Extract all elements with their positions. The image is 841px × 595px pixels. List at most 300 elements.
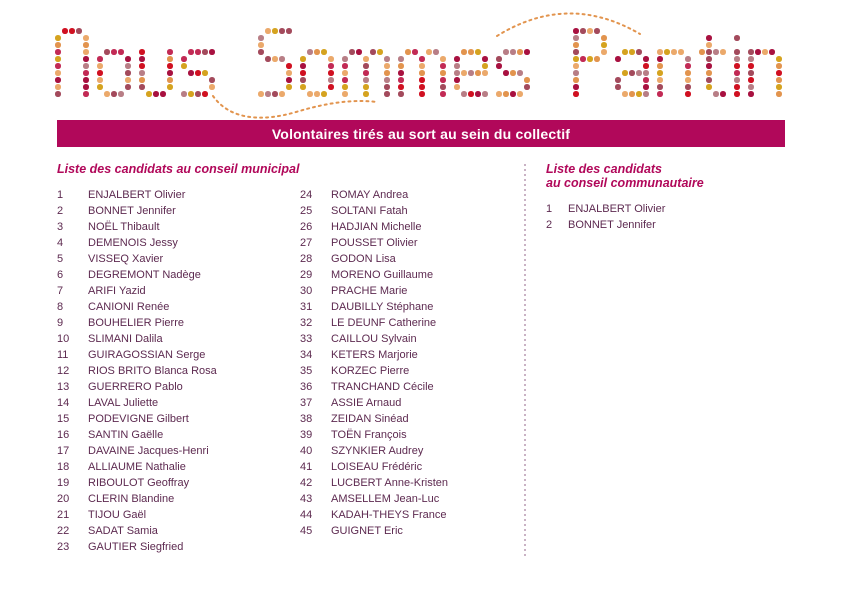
- logo-dot: [734, 35, 740, 41]
- logo-dot: [454, 84, 460, 90]
- logo-dot: [734, 91, 740, 97]
- logo-dot: [461, 91, 467, 97]
- logo-dot: [748, 84, 754, 90]
- logo-dot: [300, 70, 306, 76]
- logo-dot: [342, 84, 348, 90]
- list-item: [300, 363, 448, 379]
- logo-dot: [370, 49, 376, 55]
- logo-dot: [776, 70, 782, 76]
- candidate-number: 39: [300, 429, 313, 441]
- candidate-name: GUIGNET Eric: [331, 525, 403, 537]
- logo-dot: [286, 63, 292, 69]
- logo-dot: [167, 63, 173, 69]
- logo-dot: [748, 56, 754, 62]
- list-item: [57, 267, 217, 283]
- candidate-name: POUSSET Olivier: [331, 237, 418, 249]
- logo-dot: [55, 63, 61, 69]
- municipal-list-column-1: [57, 187, 217, 555]
- logo-dot: [160, 91, 166, 97]
- nous-sommes-pantin-logo: [55, 28, 795, 100]
- logo-dot: [125, 63, 131, 69]
- logo-dot: [300, 63, 306, 69]
- logo-dot: [398, 56, 404, 62]
- logo-dot: [776, 56, 782, 62]
- logo-dot: [615, 84, 621, 90]
- candidate-name: PRACHE Marie: [331, 285, 408, 297]
- logo-dot: [685, 70, 691, 76]
- logo-dot: [419, 91, 425, 97]
- logo-dot: [657, 56, 663, 62]
- logo-dot: [83, 70, 89, 76]
- candidate-name: GUERRERO Pablo: [88, 381, 183, 393]
- logo-dot: [342, 56, 348, 62]
- list-item: [57, 235, 217, 251]
- logo-dot: [328, 63, 334, 69]
- logo-dot: [419, 63, 425, 69]
- logo-dot: [776, 91, 782, 97]
- logo-dot: [286, 84, 292, 90]
- logo-dot: [146, 91, 152, 97]
- logo-dot: [62, 28, 68, 34]
- candidate-number: 31: [300, 301, 313, 313]
- list-item: [300, 331, 448, 347]
- logo-dot: [377, 49, 383, 55]
- logo-dot: [573, 91, 579, 97]
- logo-dot: [468, 91, 474, 97]
- candidate-number: 28: [300, 253, 313, 265]
- logo-dot: [685, 84, 691, 90]
- logo-dot: [384, 70, 390, 76]
- candidate-name: LOISEAU Frédéric: [331, 461, 423, 473]
- list-item: [57, 475, 217, 491]
- logo-dot: [636, 49, 642, 55]
- candidate-number: 22: [57, 525, 70, 537]
- logo-dot: [384, 77, 390, 83]
- logo-dot: [419, 84, 425, 90]
- logo-dot: [342, 63, 348, 69]
- logo-dot: [748, 91, 754, 97]
- candidate-name: GAUTIER Siegfried: [88, 541, 184, 553]
- candidate-number: 24: [300, 189, 313, 201]
- candidate-name: DEGREMONT Nadège: [88, 269, 201, 281]
- logo-dot: [601, 42, 607, 48]
- logo-dot: [398, 84, 404, 90]
- logo-dot: [657, 70, 663, 76]
- logo-dot: [496, 56, 502, 62]
- logo-dot: [97, 77, 103, 83]
- list-item: [300, 283, 448, 299]
- candidate-name: SOLTANI Fatah: [331, 205, 408, 217]
- logo-dot: [125, 70, 131, 76]
- logo-dot: [657, 49, 663, 55]
- logo-dot: [188, 70, 194, 76]
- logo-dot: [524, 84, 530, 90]
- list-item: [57, 219, 217, 235]
- logo-dot: [209, 49, 215, 55]
- candidate-number: 20: [57, 493, 70, 505]
- list-item: [546, 217, 665, 233]
- logo-dot: [181, 56, 187, 62]
- list-item: [300, 459, 448, 475]
- logo-dot: [517, 91, 523, 97]
- logo-dot: [405, 49, 411, 55]
- list-item: [300, 411, 448, 427]
- logo-dot: [97, 63, 103, 69]
- candidate-number: 8: [57, 301, 64, 313]
- logo-dot: [482, 70, 488, 76]
- logo-dot: [706, 35, 712, 41]
- logo-dot: [615, 56, 621, 62]
- list-item: [300, 251, 448, 267]
- logo-dot: [573, 49, 579, 55]
- list-item: [300, 267, 448, 283]
- candidate-number: 4: [57, 237, 64, 249]
- candidate-number: 45: [300, 525, 313, 537]
- list-item: [300, 507, 448, 523]
- candidate-name: TOËN François: [331, 429, 407, 441]
- candidate-number: 2: [546, 219, 553, 231]
- logo-dot: [272, 28, 278, 34]
- logo-dot: [118, 49, 124, 55]
- candidate-number: 43: [300, 493, 313, 505]
- logo-dot: [734, 63, 740, 69]
- communautaire-list: [546, 201, 665, 233]
- logo-dot: [398, 63, 404, 69]
- logo-dot: [111, 91, 117, 97]
- logo-dot: [734, 84, 740, 90]
- logo-dot: [419, 70, 425, 76]
- list-item: [57, 459, 217, 475]
- logo-dot: [615, 77, 621, 83]
- logo-dot: [643, 77, 649, 83]
- logo-dot: [503, 91, 509, 97]
- logo-dot: [307, 91, 313, 97]
- logo-dot: [622, 91, 628, 97]
- candidate-name: AMSELLEM Jean-Luc: [331, 493, 440, 505]
- logo-dot: [706, 77, 712, 83]
- logo-dot: [461, 70, 467, 76]
- candidate-name: LUCBERT Anne-Kristen: [331, 477, 448, 489]
- logo-dot: [419, 56, 425, 62]
- logo-dot: [188, 91, 194, 97]
- list-item: [57, 347, 217, 363]
- candidate-number: 6: [57, 269, 64, 281]
- list-item: [57, 491, 217, 507]
- candidate-name: GUIRAGOSSIAN Serge: [88, 349, 206, 361]
- banner: [57, 120, 785, 147]
- list-item: [300, 443, 448, 459]
- candidate-name: BONNET Jennifer: [88, 205, 176, 217]
- list-item: [57, 315, 217, 331]
- logo-dot: [664, 49, 670, 55]
- logo-dot: [468, 49, 474, 55]
- logo-dot: [167, 49, 173, 55]
- logo-dot: [181, 91, 187, 97]
- logo-dot: [83, 91, 89, 97]
- logo-dot: [167, 70, 173, 76]
- logo-dot: [398, 91, 404, 97]
- logo-dot: [342, 70, 348, 76]
- candidate-name: ZEIDAN Sinéad: [331, 413, 409, 425]
- candidate-name: PODEVIGNE Gilbert: [88, 413, 189, 425]
- logo-dot: [139, 56, 145, 62]
- candidate-number: 34: [300, 349, 313, 361]
- candidate-number: 2: [57, 205, 64, 217]
- list-item: [57, 523, 217, 539]
- candidate-name: BOUHELIER Pierre: [88, 317, 184, 329]
- logo-dot: [748, 77, 754, 83]
- logo-dot: [258, 91, 264, 97]
- logo-dot: [321, 49, 327, 55]
- candidate-name: DAUBILLY Stéphane: [331, 301, 434, 313]
- logo-dot: [279, 56, 285, 62]
- logo-dot: [629, 49, 635, 55]
- list-item: [57, 443, 217, 459]
- logo-dot: [601, 49, 607, 55]
- logo-dot: [349, 49, 355, 55]
- candidate-number: 15: [57, 413, 70, 425]
- logo-dot: [510, 70, 516, 76]
- logo-dot: [524, 49, 530, 55]
- logo-dot: [97, 84, 103, 90]
- logo-dot: [363, 63, 369, 69]
- logo-dot: [265, 28, 271, 34]
- logo-dot: [279, 91, 285, 97]
- candidate-name: ENJALBERT Olivier: [88, 189, 186, 201]
- logo-dot: [587, 56, 593, 62]
- logo-dot: [524, 77, 530, 83]
- municipal-list-heading: Liste des candidats au conseil municipal: [57, 162, 300, 176]
- candidate-number: 1: [546, 203, 553, 215]
- logo-dot: [419, 77, 425, 83]
- logo-dot: [55, 70, 61, 76]
- logo-dot: [685, 77, 691, 83]
- logo-dot: [706, 70, 712, 76]
- communautaire-heading-line2: au conseil communautaire: [546, 176, 704, 190]
- candidate-number: 29: [300, 269, 313, 281]
- candidate-number: 33: [300, 333, 313, 345]
- logo-dot: [748, 63, 754, 69]
- list-item: [57, 411, 217, 427]
- logo-dot: [699, 49, 705, 55]
- list-item: [300, 315, 448, 331]
- logo-dot: [363, 77, 369, 83]
- candidate-number: 13: [57, 381, 70, 393]
- list-item: [300, 395, 448, 411]
- logo-dot: [384, 84, 390, 90]
- logo-dot: [580, 28, 586, 34]
- logo-dot: [510, 91, 516, 97]
- logo-dot: [573, 77, 579, 83]
- list-item: [57, 363, 217, 379]
- candidate-name: CLERIN Blandine: [88, 493, 175, 505]
- logo-dot: [475, 49, 481, 55]
- logo-dot: [454, 77, 460, 83]
- logo-dot: [328, 70, 334, 76]
- logo-dot: [440, 63, 446, 69]
- candidate-number: 41: [300, 461, 313, 473]
- candidate-number: 38: [300, 413, 313, 425]
- candidate-number: 12: [57, 365, 70, 377]
- logo-dot: [195, 91, 201, 97]
- candidate-name: BONNET Jennifer: [568, 219, 656, 231]
- logo-dot: [734, 49, 740, 55]
- logo-dot: [125, 56, 131, 62]
- logo-dot: [748, 70, 754, 76]
- logo-dot: [139, 77, 145, 83]
- logo-dot: [55, 91, 61, 97]
- candidate-name: LAVAL Juliette: [88, 397, 159, 409]
- logo-dot: [69, 28, 75, 34]
- list-item: [300, 523, 448, 539]
- logo-dot: [629, 91, 635, 97]
- candidate-number: 14: [57, 397, 70, 409]
- logo-dot: [202, 91, 208, 97]
- list-item: [57, 427, 217, 443]
- logo-dot: [307, 49, 313, 55]
- candidate-name: SLIMANI Dalila: [88, 333, 163, 345]
- candidate-number: 9: [57, 317, 64, 329]
- list-item: [300, 299, 448, 315]
- logo-dot: [748, 49, 754, 55]
- logo-dot: [594, 56, 600, 62]
- logo-dot: [706, 49, 712, 55]
- logo-dot: [55, 35, 61, 41]
- candidate-name: KORZEC Pierre: [331, 365, 410, 377]
- logo-dot: [258, 49, 264, 55]
- candidate-number: 17: [57, 445, 70, 457]
- logo-dot: [104, 49, 110, 55]
- list-item: [57, 251, 217, 267]
- candidate-number: 32: [300, 317, 313, 329]
- candidate-number: 25: [300, 205, 313, 217]
- logo-dot: [426, 49, 432, 55]
- candidate-name: KADAH-THEYS France: [331, 509, 447, 521]
- candidate-name: DEMENOIS Jessy: [88, 237, 178, 249]
- logo-dot: [629, 70, 635, 76]
- candidate-name: GODON Lisa: [331, 253, 396, 265]
- list-item: [57, 395, 217, 411]
- logo-dot: [517, 70, 523, 76]
- logo-dot: [720, 49, 726, 55]
- logo-dot: [272, 56, 278, 62]
- candidate-name: ENJALBERT Olivier: [568, 203, 666, 215]
- logo-dot: [356, 49, 362, 55]
- list-item: [57, 187, 217, 203]
- logo-dot: [657, 63, 663, 69]
- logo-dot: [433, 49, 439, 55]
- logo-dot: [202, 70, 208, 76]
- logo-dot: [83, 84, 89, 90]
- candidate-number: 16: [57, 429, 70, 441]
- communautaire-heading-line1: Liste des candidats: [546, 162, 663, 176]
- candidate-name: RIOS BRITO Blanca Rosa: [88, 365, 217, 377]
- list-item: [57, 379, 217, 395]
- candidate-number: 19: [57, 477, 70, 489]
- logo-dot: [573, 84, 579, 90]
- logo-dot: [440, 84, 446, 90]
- logo-dot: [510, 49, 516, 55]
- logo-dot: [678, 49, 684, 55]
- logo-dot: [258, 35, 264, 41]
- logo-dot: [314, 91, 320, 97]
- candidate-name: SZYNKIER Audrey: [331, 445, 424, 457]
- logo-dot: [685, 63, 691, 69]
- list-item: [300, 235, 448, 251]
- logo-dot: [202, 49, 208, 55]
- logo-dot: [587, 28, 593, 34]
- logo-dot: [482, 91, 488, 97]
- candidate-number: 37: [300, 397, 313, 409]
- logo-dot: [475, 70, 481, 76]
- logo-dot: [440, 56, 446, 62]
- logo-dot: [384, 63, 390, 69]
- logo-dot: [734, 77, 740, 83]
- logo-dot: [776, 84, 782, 90]
- logo-dot: [55, 56, 61, 62]
- logo-dot: [328, 56, 334, 62]
- logo-dot: [573, 42, 579, 48]
- logo-dot: [622, 70, 628, 76]
- list-item: [546, 201, 665, 217]
- logo-dot: [265, 56, 271, 62]
- logo-dot: [671, 49, 677, 55]
- logo-dot: [573, 35, 579, 41]
- candidate-number: 10: [57, 333, 70, 345]
- logo-dot: [55, 42, 61, 48]
- logo-dot: [195, 70, 201, 76]
- logo-dot: [104, 91, 110, 97]
- logo-dot: [643, 63, 649, 69]
- logo-dot: [601, 35, 607, 41]
- logo-dot: [503, 49, 509, 55]
- logo-dot: [272, 91, 278, 97]
- logo-dot: [776, 77, 782, 83]
- logo-dot: [475, 91, 481, 97]
- logo-dot: [713, 91, 719, 97]
- list-item: [300, 491, 448, 507]
- candidate-name: KETERS Marjorie: [331, 349, 418, 361]
- logo-dot: [83, 63, 89, 69]
- candidate-number: 30: [300, 285, 313, 297]
- logo-dot: [482, 56, 488, 62]
- logo-dot: [643, 84, 649, 90]
- logo-dot: [517, 49, 523, 55]
- candidate-number: 5: [57, 253, 64, 265]
- logo-dot: [720, 91, 726, 97]
- list-item: [57, 507, 217, 523]
- candidate-number: 3: [57, 221, 64, 233]
- list-item: [57, 283, 217, 299]
- candidate-number: 21: [57, 509, 70, 521]
- list-item: [57, 331, 217, 347]
- candidate-number: 35: [300, 365, 313, 377]
- logo-dot: [265, 91, 271, 97]
- logo-dot: [573, 56, 579, 62]
- logo-dot: [111, 49, 117, 55]
- logo-dot: [468, 70, 474, 76]
- logo-dot: [97, 56, 103, 62]
- logo-dot: [503, 70, 509, 76]
- candidate-name: RIBOULOT Geoffray: [88, 477, 190, 489]
- logo-dot: [384, 56, 390, 62]
- logo-dot: [454, 56, 460, 62]
- logo-dot: [734, 56, 740, 62]
- logo-dot: [83, 77, 89, 83]
- logo-dot: [657, 84, 663, 90]
- candidate-number: 18: [57, 461, 70, 473]
- logo-dot: [55, 84, 61, 90]
